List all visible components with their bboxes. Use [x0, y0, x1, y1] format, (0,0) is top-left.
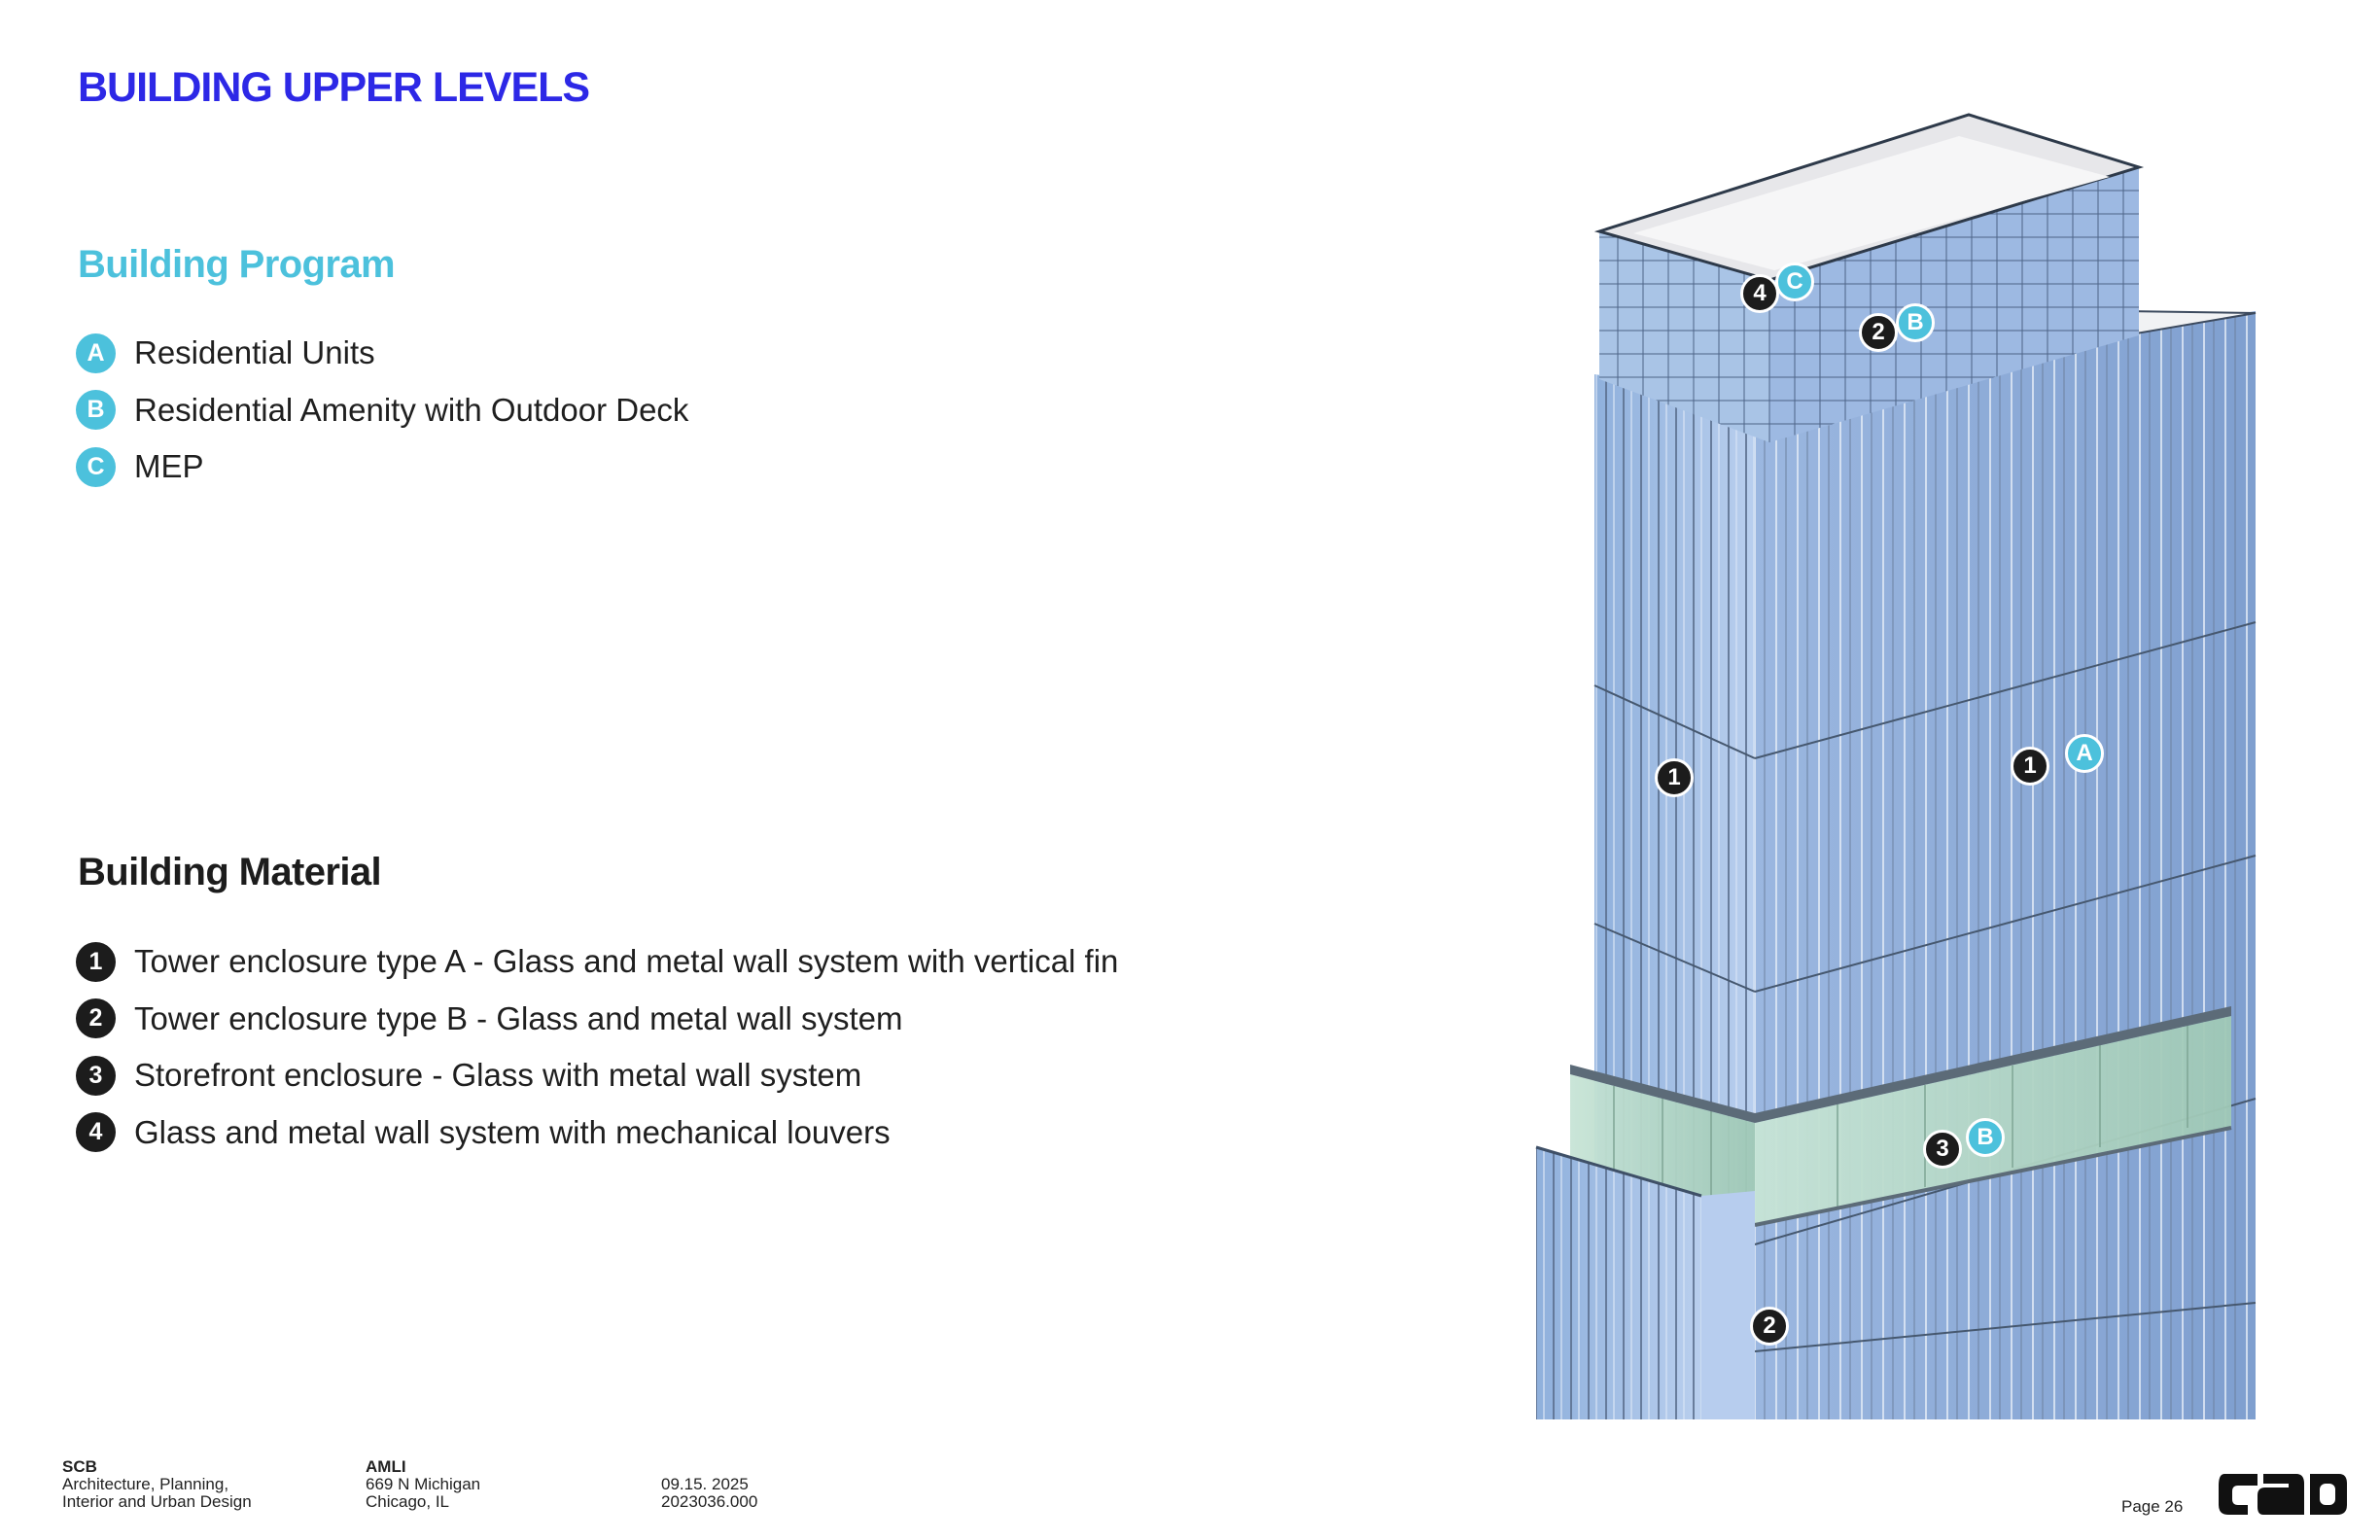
legend-label: MEP — [134, 448, 204, 485]
legend-label: Residential Amenity with Outdoor Deck — [134, 391, 689, 428]
legend-item — [76, 991, 1118, 1048]
legend-label: Residential Units — [134, 334, 375, 371]
marker-4: 4 — [1740, 274, 1779, 313]
legend-item — [76, 438, 688, 496]
legend-item — [76, 1104, 1118, 1162]
footer-firm — [62, 1458, 252, 1511]
address-line-1: 669 N Michigan — [366, 1475, 481, 1493]
letter-badge: A — [76, 333, 116, 373]
footer-client — [366, 1458, 480, 1511]
marker-3: 3 — [1923, 1130, 1962, 1169]
building-material-heading: Building Material — [78, 851, 382, 893]
tower-illustration — [1517, 97, 2353, 1419]
footer-date — [661, 1476, 757, 1511]
number-badge: 2 — [76, 998, 116, 1038]
legend-label: Tower enclosure type A - Glass and metal wall system with vertical fin — [134, 943, 1119, 980]
date: 09.15. 2025 — [661, 1475, 749, 1493]
material-legend — [76, 933, 1118, 1161]
legend-item — [76, 1047, 1118, 1104]
marker-a: A — [2065, 734, 2104, 773]
marker-1-right: 1 — [2011, 747, 2049, 786]
building-program-heading: Building Program — [78, 243, 395, 286]
legend-item — [76, 382, 688, 439]
number-badge: 1 — [76, 942, 116, 982]
program-legend — [76, 325, 688, 496]
marker-2-base: 2 — [1750, 1307, 1789, 1346]
number-badge: 4 — [76, 1112, 116, 1152]
marker-2-roof: 2 — [1859, 313, 1898, 352]
marker-b-roof: B — [1896, 303, 1935, 342]
legend-item — [76, 933, 1118, 991]
firm-line-1: Architecture, Planning, — [62, 1475, 229, 1493]
letter-badge: C — [76, 447, 116, 487]
legend-label: Tower enclosure type B - Glass and metal wall system — [134, 999, 903, 1036]
firm-line-2: Interior and Urban Design — [62, 1492, 252, 1511]
project-number: 2023036.000 — [661, 1492, 758, 1511]
marker-c: C — [1775, 262, 1814, 301]
page-title: BUILDING UPPER LEVELS — [78, 64, 590, 111]
scb-logo-icon — [2219, 1472, 2347, 1515]
letter-badge: B — [76, 390, 116, 430]
firm-name: SCB — [62, 1457, 97, 1476]
client-name: AMLI — [366, 1457, 406, 1476]
marker-b-amenity: B — [1966, 1118, 2005, 1157]
marker-1-left: 1 — [1655, 758, 1694, 797]
legend-label: Storefront enclosure - Glass with metal wall system — [134, 1057, 862, 1094]
number-badge: 3 — [76, 1056, 116, 1096]
address-line-2: Chicago, IL — [366, 1492, 449, 1511]
page-number: Page 26 — [2121, 1497, 2184, 1516]
legend-label: Glass and metal wall system with mechanical louvers — [134, 1113, 891, 1150]
legend-item — [76, 325, 688, 382]
tower-axonometric-diagram — [1517, 97, 2353, 1419]
